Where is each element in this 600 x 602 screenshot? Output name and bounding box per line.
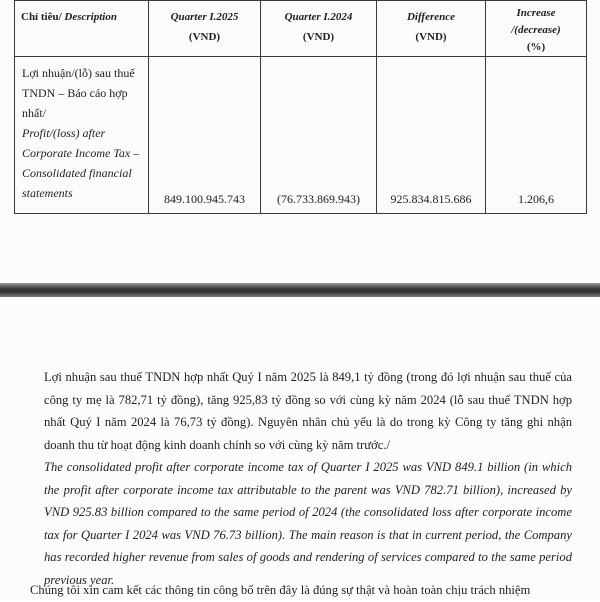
row-description	[15, 57, 149, 214]
header-desc-en: Description	[64, 11, 117, 23]
header-change-label-2: /(decrease)	[511, 24, 561, 36]
cell-q1-2024	[261, 57, 377, 214]
table-header-row	[15, 1, 587, 57]
cell-q1-2025	[149, 57, 261, 214]
value-q1-2024: (76.733.869.943)	[277, 192, 360, 206]
document-page-top	[0, 0, 600, 283]
header-change-unit: (%)	[526, 41, 546, 53]
paragraph-english: The consolidated profit after corporate income tax of Quarter I 2025 was VND 849.1 billion (in which the profit after corporate income tax attributable to the parent was VND 782.71 billion), increased by VND 925.83 billion compared to the same period of 2024 (the consolidated loss after corporate income tax for Quarter I 2024 was VND 76.73 billion). The main reason is that in current period, the Company has recorded higher revenue from sales of goods and rendering of services compared to the same period previous year.	[44, 460, 572, 587]
header-q1-2025-unit: (VND)	[188, 31, 221, 43]
row-desc-en: Profit/(loss) after Corporate Income Tax – Consolidated financial statements	[22, 126, 140, 200]
profit-table	[14, 0, 587, 214]
header-q1-2024-label: Quarter I.2024	[284, 11, 353, 23]
row-desc-vi: Lợi nhuận/(lỗ) sau thuế TNDN – Báo cáo hợp nhất/	[22, 66, 135, 120]
paragraph-vietnamese: Lợi nhuận sau thuế TNDN hợp nhất Quý I năm 2025 là 849,1 tỷ đồng (trong đó lợi nhuận sau thuế của công ty mẹ là 782,71 tỷ đồng), tăng 925,83 tỷ đồng so với cùng kỳ năm 2024 (lỗ sau thuế TNDN hợp nhất Quý I năm 2024 là 76,73 tỷ đồng). Nguyên nhân chủ yếu là do trong kỳ Công ty tăng ghi nhận doanh thu từ hoạt động kinh doanh chính so với cùng kỳ năm trước./	[44, 370, 572, 452]
value-change: 1.206,6	[518, 192, 554, 206]
header-description	[15, 1, 149, 57]
header-desc-vi: Chỉ tiêu/	[21, 11, 62, 23]
header-q1-2024-unit: (VND)	[302, 31, 335, 43]
cell-difference	[377, 57, 486, 214]
value-q1-2025: 849.100.945.743	[164, 192, 245, 206]
page-gap	[0, 283, 600, 297]
document-page-bottom	[0, 297, 600, 600]
header-q1-2025-label: Quarter I.2025	[170, 11, 239, 23]
paragraph-commitment: Chúng tôi xin cam kết các thông tin công bố trên đây là đúng sự thật và hoàn toàn chịu trách nhiệm	[30, 583, 531, 597]
header-change	[486, 1, 587, 57]
header-change-label: Increase	[516, 7, 556, 19]
header-q1-2025	[149, 1, 261, 57]
header-difference	[377, 1, 486, 57]
cell-change	[486, 57, 587, 214]
value-difference: 925.834.815.686	[390, 192, 472, 206]
header-q1-2024	[261, 1, 377, 57]
header-difference-unit: (VND)	[415, 31, 447, 43]
header-difference-label: Difference	[406, 11, 456, 23]
table-row	[15, 57, 587, 214]
